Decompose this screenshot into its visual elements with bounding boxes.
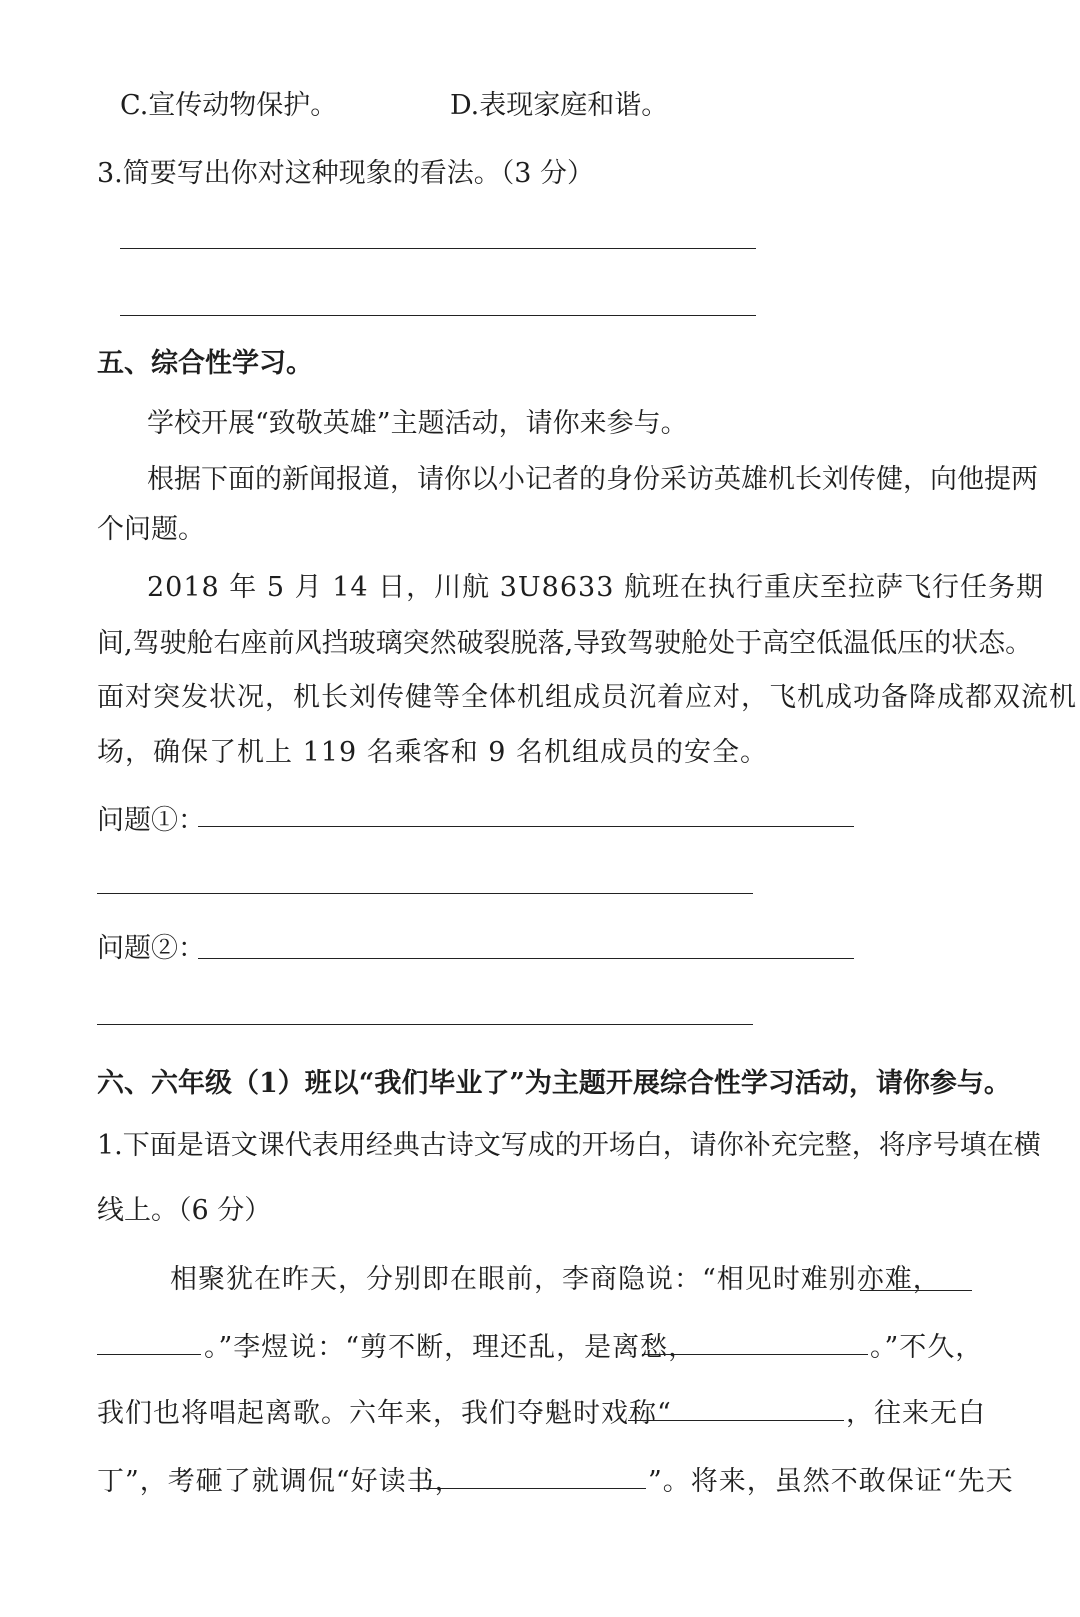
question-2-blank-continued[interactable]: [97, 1024, 753, 1025]
passage-line-2a: 。”李煜说：“剪不断，理还乱，是离愁，: [204, 1332, 697, 1363]
news-line-1: 2018 年 5 月 14 日，川航 3U8633 航班在执行重庆至拉萨飞行任务期: [147, 572, 1044, 603]
passage-blank-2[interactable]: [642, 1354, 868, 1355]
section-5-heading: 五、综合性学习。: [97, 348, 313, 379]
option-d: D.表现家庭和谐。: [450, 90, 669, 121]
question-1-blank-continued[interactable]: [97, 893, 753, 894]
question-1-blank[interactable]: [198, 826, 854, 827]
answer-blank-2[interactable]: [120, 315, 756, 316]
passage-line-2b: 。”不久，: [870, 1332, 984, 1363]
passage-line-1: 相聚犹在昨天，分别即在眼前，李商隐说：“相见时难别亦难，: [170, 1264, 941, 1295]
question-2-label: 问题②：: [97, 933, 205, 964]
section-5-task-line-1: 根据下面的新闻报道，请你以小记者的身份采访英雄机长刘传健，向他提两: [147, 464, 1038, 495]
passage-line-4b: ”。将来，虽然不敢保证“先天: [648, 1466, 1014, 1497]
section-6-heading: 六、六年级（1）班以“我们毕业了”为主题开展综合性学习活动，请你参与。: [97, 1068, 1011, 1099]
news-line-4: 场，确保了机上 119 名乘客和 9 名机组成员的安全。: [97, 737, 769, 768]
option-c: C.宣传动物保护。: [120, 90, 338, 121]
passage-blank-1b[interactable]: [97, 1354, 201, 1355]
news-line-3: 面对突发状况，机长刘传健等全体机组成员沉着应对，飞机成功备降成都双流机: [97, 682, 1077, 713]
news-line-2: 间,驾驶舱右座前风挡玻璃突然破裂脱落,导致驾驶舱处于高空低温低压的状态。: [97, 628, 1033, 659]
question-1-label: 问题①：: [97, 805, 205, 836]
section-6-q1-line-1: 1.下面是语文课代表用经典古诗文写成的开场白，请你补充完整，将序号填在横: [97, 1130, 1041, 1161]
section-6-q1-line-2: 线上。（6 分）: [97, 1195, 272, 1226]
answer-blank-1[interactable]: [120, 248, 756, 249]
passage-line-3a: 我们也将唱起离歌。六年来，我们夺魁时戏称“: [97, 1398, 672, 1429]
question-2-blank[interactable]: [198, 958, 854, 959]
passage-blank-3[interactable]: [628, 1420, 844, 1421]
passage-blank-4[interactable]: [410, 1488, 646, 1489]
question-3: 3.简要写出你对这种现象的看法。（3 分）: [97, 158, 595, 189]
passage-blank-1a[interactable]: [860, 1290, 972, 1291]
section-5-intro: 学校开展“致敬英雄”主题活动，请你来参与。: [147, 408, 688, 439]
passage-line-3b: ，往来无白: [846, 1398, 986, 1429]
passage-line-4a: 丁”，考砸了就调侃“好读书，: [97, 1466, 463, 1497]
section-5-task-line-2: 个问题。: [97, 514, 205, 545]
